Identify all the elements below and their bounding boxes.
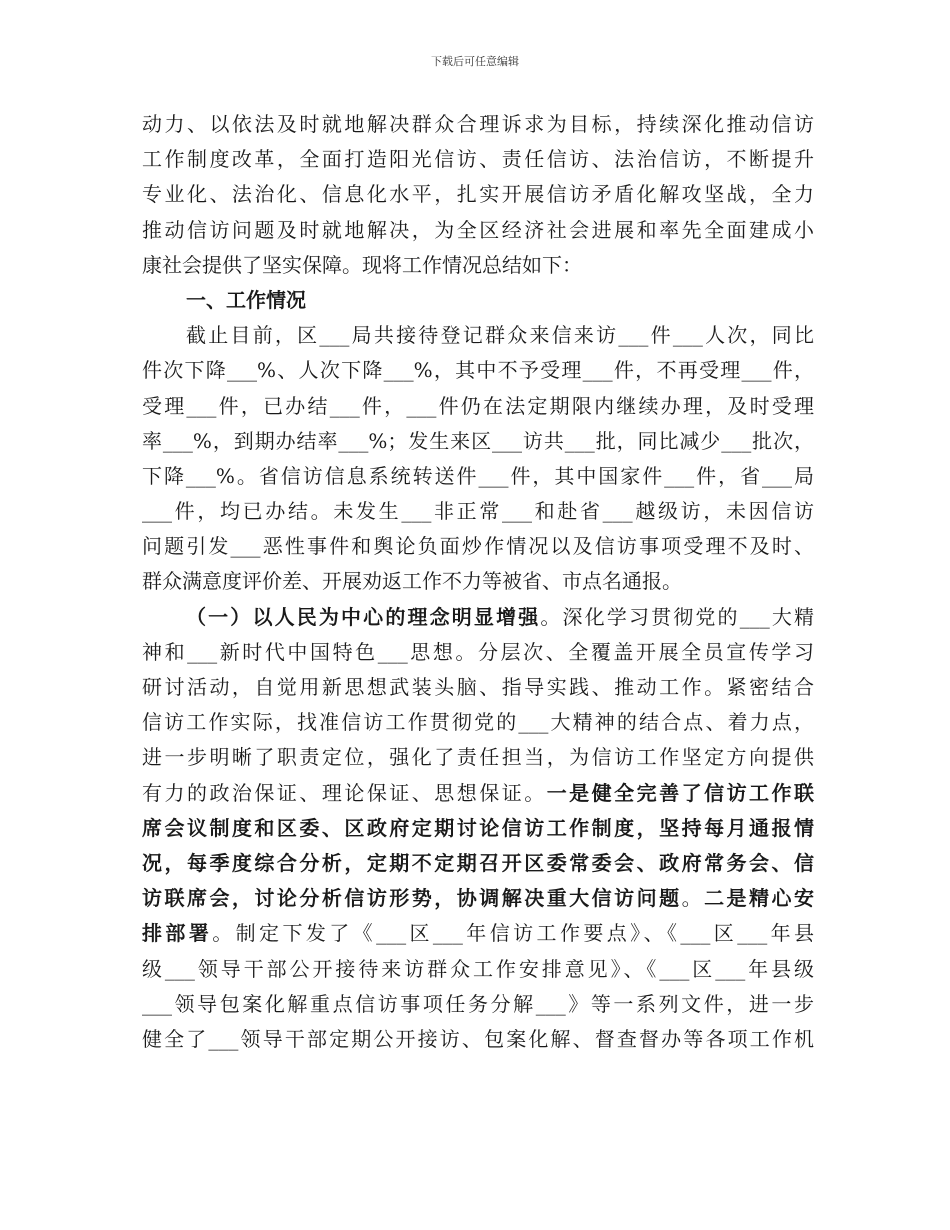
page-header: 下载后可任意编辑 (431, 55, 519, 68)
text-run: 推动信访问题及时就地解决，为全区经济社会进展和率先全面建成小 (142, 217, 814, 242)
text-line (142, 952, 814, 987)
bold-text-run: 况，每季度综合分析，定期不定期召开区委常委会、政府常务会、信 (142, 850, 814, 875)
text-run: 研讨活动，自觉用新思想武装头脑、指导实践、推动工作。紧密结合 (142, 675, 814, 699)
text-run: 康社会提供了坚实保障。现将工作情况总结如下： (142, 252, 582, 277)
text-line (142, 529, 814, 564)
text-line (142, 424, 814, 459)
text-run: 下降___%。省信访信息系统转送件___件，其中国家件___件，省___局 (142, 463, 814, 488)
text-line (142, 987, 814, 1022)
text-run: 群众满意度评价差、开展劝返工作不力等被省、市点名通报。 (142, 569, 682, 594)
text-line (142, 600, 814, 635)
text-run: 神和___新时代中国特色___思想。分层次、全覆盖开展全员宣传学习 (142, 639, 814, 664)
text-run: 工作制度改革，全面打造阳光信访、责任信访、法治信访，不断提升 (142, 147, 814, 172)
text-line (142, 776, 814, 811)
text-run: 进一步明晰了职责定位，强化了责任担当，为信访工作坚定方向提供 (142, 745, 814, 770)
text-line (142, 564, 814, 599)
text-line (142, 881, 814, 916)
bold-text-run: 一是健全完善了信访工作联 (546, 780, 814, 805)
text-line (142, 635, 814, 670)
text-line (142, 494, 814, 529)
bold-text-run: 排部署 (142, 921, 213, 946)
text-line (142, 705, 814, 740)
text-run: ___件，均已办结。未发生___非正常___和赴省___越级访，未因信访 (142, 499, 814, 524)
text-run: 问题引发___恶性事件和舆论负面炒作情况以及信访事项受理不及时、 (142, 534, 814, 559)
text-line (142, 248, 814, 283)
text-run: 。 (681, 886, 705, 911)
text-line (142, 389, 814, 424)
text-run: 专业化、法治化、信息化水平，扎实开展信访矛盾化解攻坚战，全力 (142, 182, 814, 207)
text-line (142, 459, 814, 494)
text-line (142, 318, 814, 353)
text-line (142, 811, 814, 846)
bold-text-run: 席会议制度和区委、区政府定期讨论信访工作制度，坚持每月通报情 (142, 815, 814, 840)
bold-text-run: 访联席会，讨论分析信访形势，协调解决重大信访问题 (142, 886, 682, 911)
text-run: 率___%，到期办结率___%；发生来区___访共___批，同比减少___批次， (142, 428, 814, 453)
text-run: ___领导包案化解重点信访事项任务分解___》等一系列文件，进一步 (142, 991, 814, 1016)
text-line (142, 353, 814, 388)
text-line (142, 177, 814, 212)
text-line (142, 1022, 814, 1057)
text-run: 。制定下发了《___区___年信访工作要点》、《___区___年县 (212, 921, 814, 946)
bold-text-run: 一、工作情况 (186, 287, 306, 312)
text-run: 有力的政治保证、理论保证、思想保证。 (142, 780, 547, 805)
text-run: 信访工作实际，找准信访工作贯彻党的___大精神的结合点、着力点， (142, 710, 814, 735)
text-line (142, 142, 814, 177)
text-line (142, 107, 814, 142)
text-line (142, 846, 814, 881)
text-run: 健全了___领导干部定期公开接访、包案化解、督查督办等各项工作机 (142, 1026, 814, 1051)
text-run: 受理___件，已办结___件，___件仍在法定期限内继续办理，及时受理 (142, 393, 814, 418)
text-line (142, 740, 814, 775)
text-run: 动力、以依法及时就地解决群众合理诉求为目标，持续深化推动信访 (142, 112, 814, 136)
bold-text-run: 二是精心安 (704, 886, 814, 911)
text-line (142, 213, 814, 248)
document-body (142, 107, 814, 1057)
text-run: 。深化学习贯彻党的___大精 (540, 604, 814, 629)
text-run: 级___领导干部公开接待来访群众工作安排意见》、《___区___年县级 (142, 956, 814, 981)
text-line (142, 916, 814, 951)
text-run: 截止目前，区___局共接待登记群众来信来访___件___人次，同比 (186, 323, 814, 348)
text-run: 件次下降___%、人次下降___%，其中不予受理___件，不再受理___件， (142, 358, 814, 383)
text-line (142, 283, 814, 318)
bold-text-run: （一）以人民为中心的理念明显增强 (186, 604, 541, 629)
text-line (142, 670, 814, 705)
